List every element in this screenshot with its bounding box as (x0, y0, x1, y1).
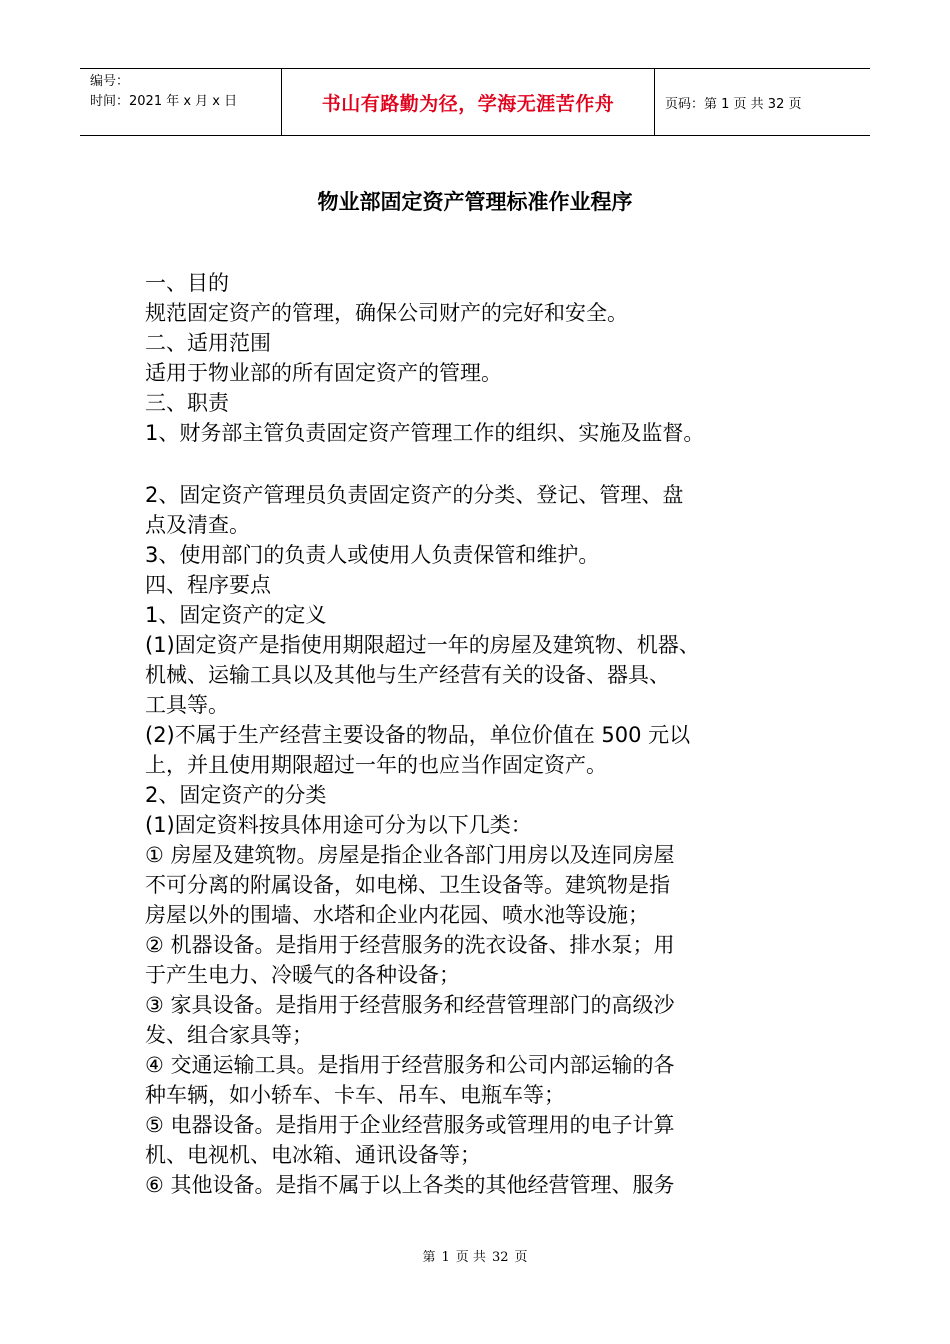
body-line: ① 房屋及建筑物。房屋是指企业各部门用房以及连同房屋 (145, 843, 675, 867)
body-line: 2、固定资产管理员负责固定资产的分类、登记、管理、盘 (145, 483, 684, 507)
body-line: 四、程序要点 (145, 573, 271, 597)
header-meta (80, 69, 281, 135)
body-line: ④ 交通运输工具。是指用于经营服务和公司内部运输的各 (145, 1053, 675, 1077)
body-line: 3、使用部门的负责人或使用人负责保管和维护。 (145, 543, 600, 567)
date-label: 时间：2021 年 x 月 x 日 (90, 94, 238, 109)
body-line: (1)固定资产是指使用期限超过一年的房屋及建筑物、机器、 (145, 633, 700, 657)
blank-line (145, 448, 825, 480)
document-body (145, 268, 825, 1200)
body-line: 机械、运输工具以及其他与生产经营有关的设备、器具、 (145, 663, 670, 687)
footer-total-pages: 32 (491, 1250, 509, 1265)
body-line: 规范固定资产的管理，确保公司财产的完好和安全。 (145, 301, 628, 325)
header-motto-cell (281, 69, 655, 135)
body-line: 发、组合家具等； (145, 1023, 313, 1047)
page-footer (0, 1246, 950, 1265)
code-label: 编号： (90, 74, 130, 89)
body-line: 种车辆，如小轿车、卡车、吊车、电瓶车等； (145, 1083, 565, 1107)
body-line: 适用于物业部的所有固定资产的管理。 (145, 361, 502, 385)
body-line: 不可分离的附属设备，如电梯、卫生设备等。建筑物是指 (145, 873, 670, 897)
body-line: 上，并且使用期限超过一年的也应当作固定资产。 (145, 753, 607, 777)
page-info-text: 页码：第 1 页 共 32 页 (665, 96, 802, 112)
header-page-info (655, 69, 870, 135)
body-line: 房屋以外的围墙、水塔和企业内花园、喷水池等设施； (145, 903, 649, 927)
body-line: 点及清查。 (145, 513, 250, 537)
body-line: ③ 家具设备。是指用于经营服务和经营管理部门的高级沙 (145, 993, 675, 1017)
body-line: 2、固定资产的分类 (145, 783, 327, 807)
body-line: 一、目的 (145, 271, 229, 295)
body-line: ② 机器设备。是指用于经营服务的洗衣设备、排水泵；用 (145, 933, 675, 957)
body-line: (1)固定资料按具体用途可分为以下几类： (145, 813, 532, 837)
body-line: (2)不属于生产经营主要设备的物品，单位价值在 500 元以 (145, 723, 691, 747)
body-line: 工具等。 (145, 693, 229, 717)
body-line: 1、固定资产的定义 (145, 603, 327, 627)
body-line: 三、职责 (145, 391, 229, 415)
footer-prefix: 第 (422, 1250, 436, 1265)
page-header (80, 68, 870, 136)
body-line: 1、财务部主管负责固定资产管理工作的组织、实施及监督。 (145, 421, 705, 445)
body-line: 二、适用范围 (145, 331, 271, 355)
body-line: 机、电视机、电冰箱、通讯设备等； (145, 1143, 481, 1167)
body-line: 于产生电力、冷暖气的各种设备； (145, 963, 460, 987)
motto-text: 书山有路勤为径，学海无涯苦作舟 (321, 92, 615, 115)
footer-page-number: 1 (441, 1250, 450, 1265)
body-line: ⑤ 电器设备。是指用于企业经营服务或管理用的电子计算 (145, 1113, 675, 1137)
footer-suffix: 页 (514, 1250, 528, 1265)
footer-mid: 页 共 (455, 1250, 486, 1265)
body-line: ⑥ 其他设备。是指不属于以上各类的其他经营管理、服务 (145, 1173, 675, 1197)
page-title: 物业部固定资产管理标准作业程序 (317, 190, 633, 214)
